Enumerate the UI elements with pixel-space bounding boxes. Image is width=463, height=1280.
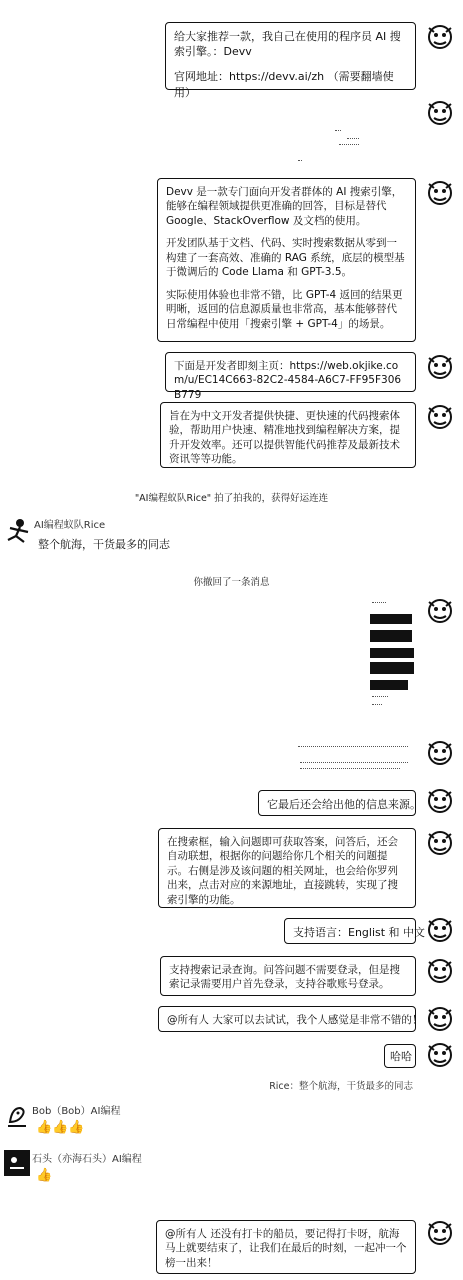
self-avatar[interactable] bbox=[425, 402, 455, 432]
self-avatar[interactable] bbox=[425, 786, 455, 816]
message-text: 旨在为中文开发者提供快捷、更快速的代码搜索体验，帮助用户快速、精准地找到编程解决方案，提升开发效率。还可以提供智能代码推荐及最新技术资讯等等功能。 bbox=[169, 410, 400, 466]
message-text: 支持语言：Englist 和 中文 bbox=[293, 926, 426, 939]
message-link-text: 下面是开发者即刻主页：https://web.okjike.com/u/EC14C663-82C2-4584-A6C7-FF95F306B779 bbox=[174, 360, 402, 401]
self-avatar[interactable] bbox=[425, 956, 455, 986]
message-bubble-intro[interactable] bbox=[165, 22, 416, 99]
message-paragraph: Devv 是一款专门面向开发者群体的 AI 搜索引擎，能够在编程领域提供更准确的回答，目标是替代 Google、StackOverflow 及文档的使用。 bbox=[166, 186, 403, 227]
message-text: 它最后还会给出他的信息来源。 bbox=[267, 798, 421, 811]
system-notice-recall: 你撤回了一条消息 bbox=[193, 577, 270, 588]
message-bubble-link[interactable] bbox=[165, 352, 416, 401]
message-bubble-haha[interactable] bbox=[384, 1044, 416, 1068]
message-paragraph: 开发团队基于文档、代码、实时搜索数据从零到一构建了一套高效、准确的 RAG 系统，底层的模型基于微调后的 Code Llama 和 GPT-3.5。 bbox=[166, 237, 405, 279]
message-text: 给大家推荐一款，我自己在使用的程序员 AI 搜索引擎。：Devv bbox=[174, 30, 401, 59]
quoted-message[interactable]: Rice：整个航海，干货最多的同志 bbox=[269, 1081, 413, 1092]
bob-avatar[interactable] bbox=[2, 1100, 32, 1130]
message-bubble-history[interactable] bbox=[160, 956, 416, 996]
self-avatar[interactable] bbox=[425, 828, 455, 858]
message-text: @所有人 大家可以去试试，我个人感觉是非常不错的！ bbox=[167, 1014, 423, 1026]
message-text[interactable]: 整个航海，干货最多的同志 bbox=[38, 538, 170, 551]
self-avatar[interactable] bbox=[425, 178, 455, 208]
message-text[interactable]: 👍👍👍 bbox=[36, 1120, 85, 1135]
message-bubble-mention-all[interactable] bbox=[158, 1006, 423, 1032]
self-avatar[interactable] bbox=[425, 596, 455, 626]
shared-image-thumbnail[interactable] bbox=[295, 100, 415, 170]
message-bubble-checkin[interactable] bbox=[156, 1220, 416, 1274]
message-text: 在搜索框，输入问题即可获取答案，问答后，还会自动联想，根据你的问题给你几个相关的问题提示。右侧是涉及该问题的相关网址，也会给你罗列出来，点击对应的来源地址，直接跳转，实现了搜索引擎的功能。 bbox=[167, 836, 398, 906]
sender-name: 石头（亦海石头）AI编程 bbox=[32, 1154, 142, 1165]
system-notice-pat: "AI编程蚁队Rice" 拍了拍我的，获得好运连连 bbox=[134, 493, 329, 504]
self-avatar[interactable] bbox=[425, 738, 455, 768]
message-text: 支持搜索记录查询。问答问题不需要登录，但是搜索记录需要用户首先登录，支持谷歌账号登录。 bbox=[169, 964, 400, 991]
third-avatar[interactable] bbox=[2, 1148, 32, 1178]
message-bubble-source[interactable] bbox=[258, 790, 421, 816]
self-avatar[interactable] bbox=[425, 915, 455, 945]
self-avatar[interactable] bbox=[425, 22, 455, 52]
rice-avatar[interactable] bbox=[2, 516, 32, 546]
sender-name: AI编程蚁队Rice bbox=[34, 520, 106, 531]
self-avatar[interactable] bbox=[425, 98, 455, 128]
message-text: 哈哈 bbox=[390, 1050, 412, 1063]
message-bubble-languages[interactable] bbox=[284, 918, 426, 944]
message-text: @所有人 还没有打卡的船员，要记得打卡呀，航海马上就要结束了，让我们在最后的时刻，一起冲一个榜一出来！ bbox=[165, 1228, 407, 1269]
shared-screenshot-image[interactable] bbox=[368, 596, 416, 724]
shared-screenshot-wide[interactable] bbox=[296, 738, 416, 778]
message-link-text: 官网地址：https://devv.ai/zh （需要翻墙使用） bbox=[174, 70, 394, 99]
self-avatar[interactable] bbox=[425, 352, 455, 382]
self-avatar[interactable] bbox=[425, 1004, 455, 1034]
message-text[interactable]: 👍 bbox=[36, 1168, 53, 1183]
self-avatar[interactable] bbox=[425, 1040, 455, 1070]
message-bubble-summary[interactable] bbox=[160, 402, 416, 468]
message-bubble-search-usage[interactable] bbox=[158, 828, 416, 908]
sender-name: Bob（Bob）AI编程 bbox=[32, 1106, 121, 1117]
self-avatar[interactable] bbox=[425, 1218, 455, 1248]
message-bubble-description[interactable] bbox=[157, 178, 416, 342]
message-paragraph: 实际使用体验也非常不错，比 GPT-4 返回的结果更明晰，返回的信息源质量也非常高，基本能够替代日常编程中使用「搜索引擎 + GPT-4」的场景。 bbox=[166, 288, 403, 330]
